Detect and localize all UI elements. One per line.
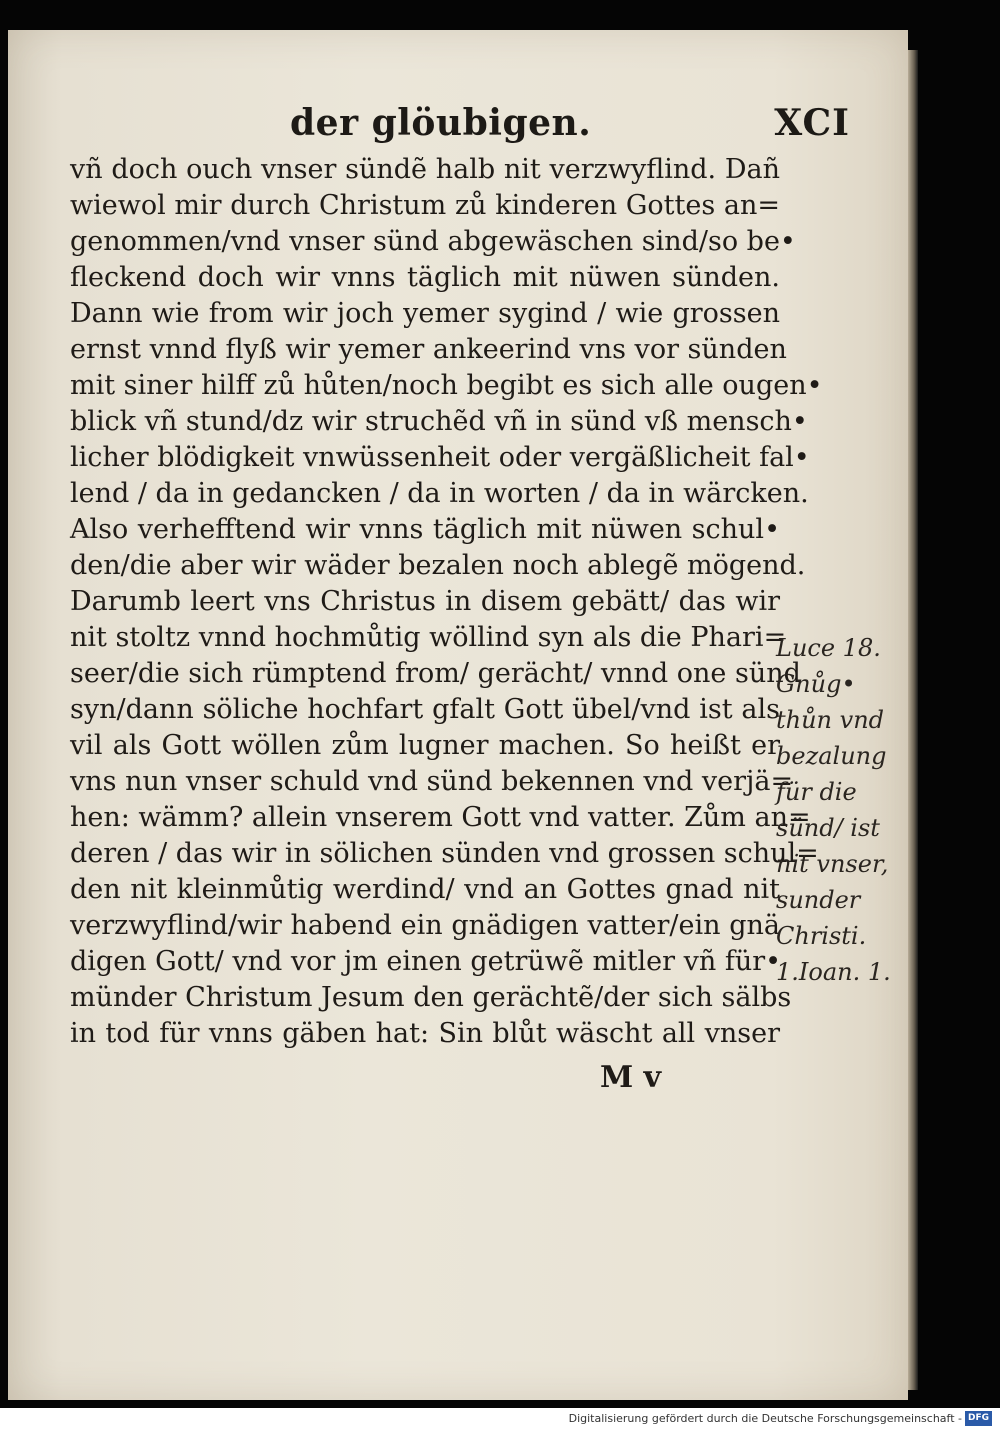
text-line: den/die aber wir wäder bezalen noch ablegẽ mögend.	[70, 550, 806, 581]
text-line: vns nun vnser schuld vnd sünd bekennen vnd verjä=	[70, 766, 794, 797]
text-line: ernst vnnd flyß wir yemer ankeerind vns vor sünden	[70, 334, 787, 365]
text-line: nit stoltz vnnd hochmůtig wöllind syn als die Phari=	[70, 622, 787, 653]
text-line: Also verhefftend wir vnns täglich mit nüwen schul•	[70, 514, 780, 545]
margin-note: Gnůg•	[776, 670, 856, 698]
text-line: blick vñ stund/dz wir struchẽd vñ in sünd vß mensch•	[70, 406, 808, 437]
signature-mark: M v	[600, 1060, 662, 1095]
margin-note: 1.Ioan. 1.	[776, 958, 891, 986]
text-line: vñ doch ouch vnser sündẽ halb nit verzwyflind. Dañ	[70, 154, 780, 185]
footer-bar	[0, 1408, 1000, 1431]
text-line: deren / das wir in sölichen sünden vnd grossen schul=	[70, 838, 819, 869]
text-line: Darumb leert vns Christus in disem gebätt/ das wir	[70, 586, 780, 617]
margin-note: bezalung	[776, 742, 887, 770]
text-line: vil als Gott wöllen zům lugner machen. So heißt er	[70, 730, 780, 761]
running-head: der glöubigen.	[290, 102, 592, 144]
text-line: in tod für vnns gäben hat: Sin blůt wäscht all vnser	[70, 1018, 780, 1049]
text-line: genommen/vnd vnser sünd abgewäschen sind/so be•	[70, 226, 796, 257]
dfg-logo: DFG	[965, 1411, 992, 1426]
text-line: digen Gott/ vnd vor jm einen getrüwẽ mitler vñ für•	[70, 946, 782, 977]
text-line: Dann wie from wir joch yemer sygind / wie grossen	[70, 298, 780, 329]
text-line: münder Christum Jesum den gerächtẽ/der sich sälbs	[70, 982, 792, 1013]
margin-note: thůn vnd	[776, 706, 885, 734]
margin-note: sunder	[776, 886, 861, 914]
margin-note: sünd/ ist	[776, 814, 880, 842]
page-header	[290, 102, 850, 152]
page-edge	[908, 50, 918, 1390]
funding-credit: Digitalisierung gefördert durch die Deutsche Forschungsgemeinschaft -	[568, 1412, 962, 1425]
text-line: syn/dann söliche hochfart gfalt Gott übel/vnd ist als	[70, 694, 780, 725]
text-line: wiewol mir durch Christum zů kinderen Gottes an=	[70, 190, 780, 221]
folio-number: XCI	[774, 102, 850, 144]
margin-note: nit vnser,	[776, 850, 889, 878]
text-line: hen: wämm? allein vnserem Gott vnd vatter. Zům an=	[70, 802, 811, 833]
text-line: den nit kleinmůtig werdind/ vnd an Gottes gnad nit	[70, 874, 780, 905]
marginal-notes	[776, 630, 891, 990]
text-line: verzwyflind/wir habend ein gnädigen vatter/ein gnä	[70, 910, 780, 941]
text-line: seer/die sich rümptend from/ gerächt/ vnnd one sünd	[70, 658, 801, 689]
text-line: licher blödigkeit vnwüssenheit oder vergäßlicheit fal•	[70, 442, 810, 473]
margin-note: Christi.	[776, 922, 867, 950]
margin-note: für die	[776, 778, 857, 806]
margin-note: Luce 18.	[776, 634, 881, 662]
text-line: fleckend doch wir vnns täglich mit nüwen sünden.	[70, 262, 780, 293]
text-line: mit siner hilff zů hůten/noch begibt es sich alle ougen•	[70, 370, 823, 401]
text-line: lend / da in gedancken / da in worten / da in wärcken.	[70, 478, 809, 509]
